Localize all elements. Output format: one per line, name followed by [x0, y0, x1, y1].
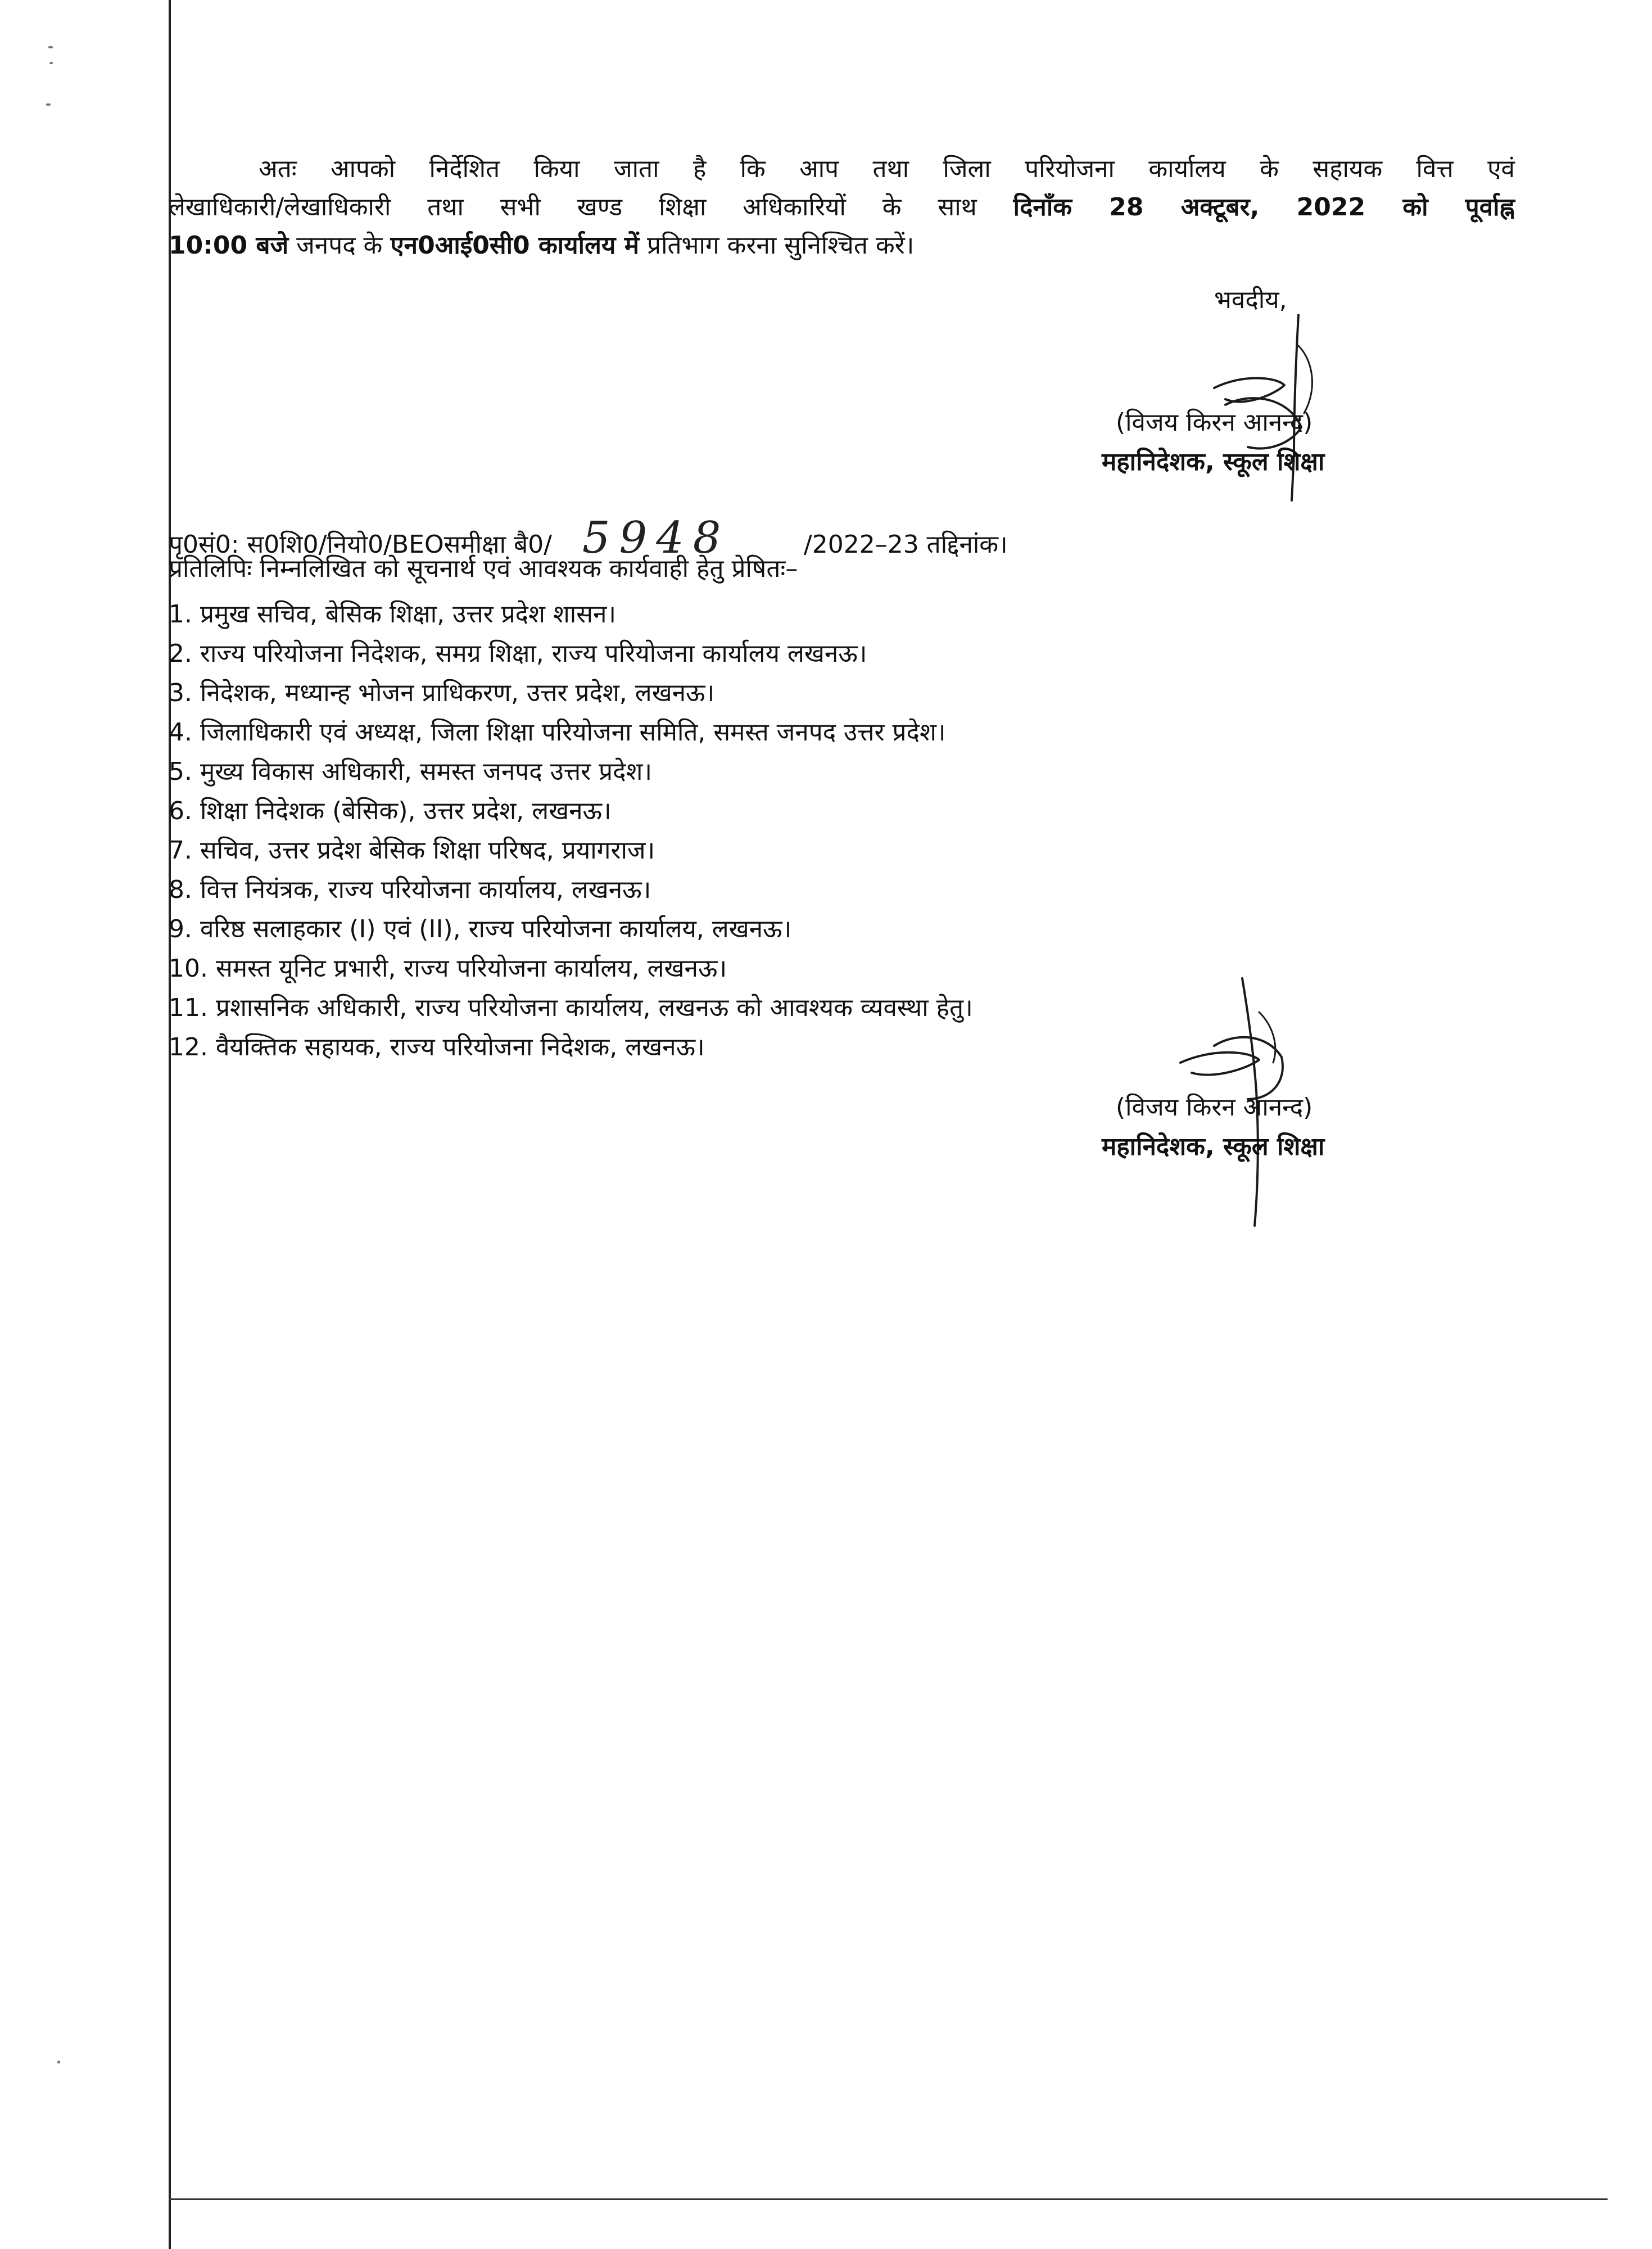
signatory-designation: महानिदेशक, स्कूल शिक्षा — [1102, 1132, 1325, 1161]
list-item: 3. निदेशक, मध्यान्ह भोजन प्राधिकरण, उत्तर प्रदेश, लखनऊ। — [169, 679, 715, 707]
copy-intro: प्रतिलिपिः निम्नलिखित को सूचनार्थ एवं आवश्यक कार्यवाही हेतु प्रेषितः– — [169, 554, 798, 583]
signatory-name: (विजय किरन आनन्द) — [1116, 1093, 1313, 1122]
scan-speck — [49, 62, 53, 64]
paragraph-text: प्रतिभाग करना सुनिश्चित करें। — [639, 231, 915, 260]
scan-speck — [46, 103, 51, 106]
meeting-venue: एन0आई0सी0 कार्यालय में — [390, 231, 640, 260]
salutation: भवदीय, — [1214, 286, 1287, 314]
reference-prefix: पृ0सं0: स0शि0/नियो0/BEOसमीक्षा बै0/ — [169, 530, 552, 559]
meeting-time: 10:00 बजे — [169, 231, 289, 260]
paragraph-text: लेखाधिकारी/लेखाधिकारी तथा सभी खण्ड शिक्षा अधिकारियों के साथ — [169, 193, 1013, 222]
list-item: 4. जिलाधिकारी एवं अध्यक्ष, जिला शिक्षा परियोजना समिति, समस्त जनपद उत्तर प्रदेश। — [169, 718, 946, 747]
reference-line — [169, 513, 1008, 563]
list-item: 6. शिक्षा निदेशक (बेसिक), उत्तर प्रदेश, लखनऊ। — [169, 797, 612, 825]
list-item: 8. वित्त नियंत्रक, राज्य परियोजना कार्यालय, लखनऊ। — [169, 875, 651, 904]
paragraph-text: जनपद के — [288, 231, 391, 260]
reference-number-handwritten: 5948 — [582, 513, 730, 563]
list-item: 2. राज्य परियोजना निदेशक, समग्र शिक्षा, राज्य परियोजना कार्यालय लखनऊ। — [169, 639, 867, 668]
bottom-rule — [169, 2198, 1608, 2200]
list-item: 1. प्रमुख सचिव, बेसिक शिक्षा, उत्तर प्रदेश शासन। — [169, 600, 617, 629]
list-item: 9. वरिष्ठ सलाहकार (I) एवं (II), राज्य परियोजना कार्यालय, लखनऊ। — [169, 915, 792, 943]
signatory-designation: महानिदेशक, स्कूल शिक्षा — [1102, 448, 1325, 476]
paragraph-line: अतः आपको निर्देशित किया जाता है कि आप तथा जिला परियोजना कार्यालय के सहायक वित्त एवं — [259, 155, 1515, 183]
list-item: 5. मुख्य विकास अधिकारी, समस्त जनपद उत्तर प्रदेश। — [169, 757, 653, 786]
list-item: 11. प्रशासनिक अधिकारी, राज्य परियोजना कार्यालय, लखनऊ को आवश्यक व्यवस्था हेतु। — [169, 993, 973, 1022]
body-paragraph — [169, 153, 1515, 265]
paragraph-line — [169, 191, 1515, 223]
paragraph-line — [169, 229, 1515, 261]
list-item: 7. सचिव, उत्तर प्रदेश बेसिक शिक्षा परिषद, प्रयागराज। — [169, 836, 655, 865]
meeting-date: दिनाँक 28 अक्टूबर, 2022 को पूर्वाह्न — [1013, 193, 1515, 222]
signatory-name: (विजय किरन आनन्द) — [1116, 408, 1313, 437]
list-item: 10. समस्त यूनिट प्रभारी, राज्य परियोजना कार्यालय, लखनऊ। — [169, 954, 727, 983]
scan-speck — [57, 2061, 60, 2063]
scan-speck — [48, 46, 53, 48]
list-item: 12. वैयक्तिक सहायक, राज्य परियोजना निदेशक, लखनऊ। — [169, 1033, 705, 1062]
reference-suffix: /2022–23 तद्दिनांक। — [803, 530, 1008, 559]
left-margin-line — [169, 0, 171, 2249]
